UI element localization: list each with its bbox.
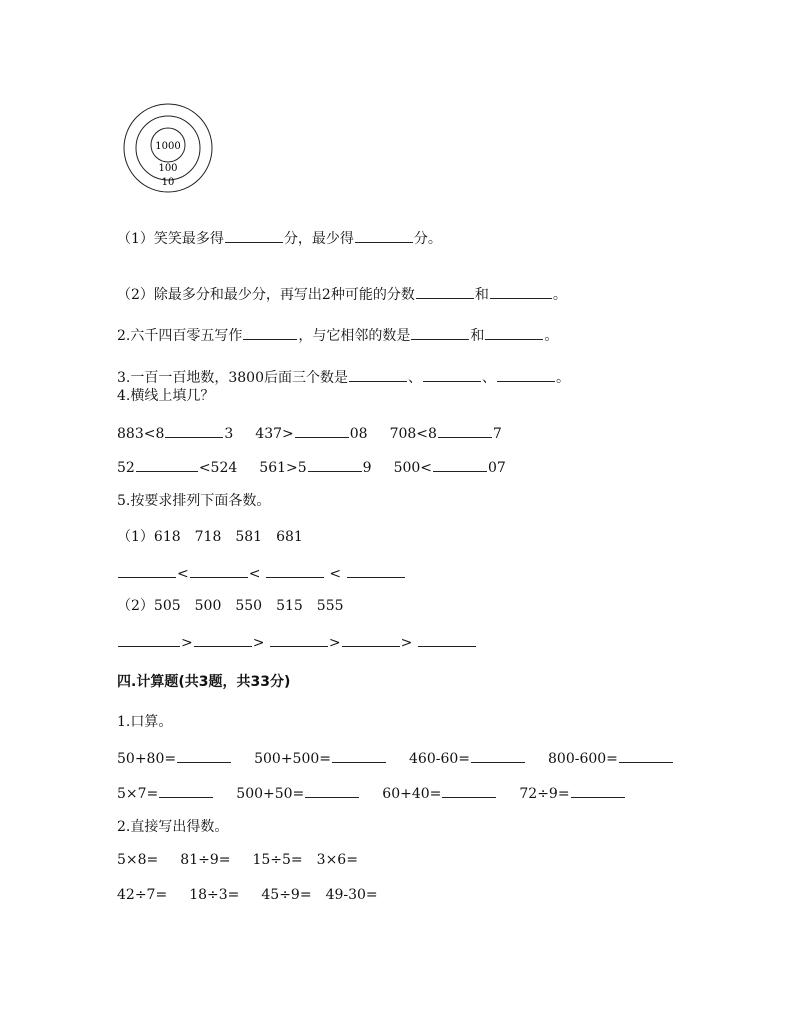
expression: 500+500=: [254, 751, 331, 767]
fill-text: 9: [362, 460, 372, 476]
question-part-2: [117, 284, 567, 305]
question-4-row-1: [117, 423, 502, 444]
comparison-sign: >: [181, 635, 193, 651]
answer-blank[interactable]: [308, 457, 362, 472]
answer-blank[interactable]: [442, 783, 496, 798]
question-5-part-1: （1）618 718 581 681: [117, 529, 303, 545]
expression: 5×7=: [117, 786, 159, 802]
separator: 、: [408, 370, 422, 386]
comparison-sign: <: [329, 566, 342, 582]
section-heading: 四.计算题(共3题，共33分): [117, 674, 291, 690]
fill-text: 708<8: [389, 426, 437, 442]
expression: 500+50=: [236, 786, 305, 802]
question-3: [117, 367, 570, 388]
answer-blank[interactable]: [177, 748, 231, 763]
expression: 800-600=: [548, 751, 618, 767]
question-text: 。: [544, 328, 559, 344]
answer-blank[interactable]: [485, 325, 543, 340]
answer-blank[interactable]: [342, 632, 400, 647]
answer-blank[interactable]: [225, 228, 283, 243]
question-text: 分，最少得: [283, 231, 354, 247]
fill-text: 7: [492, 426, 502, 442]
question-text: 2.六千四百零五写作: [117, 328, 243, 344]
question-text: ，与它相邻的数是: [298, 328, 411, 344]
separator: 。: [556, 370, 570, 386]
fill-text: <524: [198, 460, 238, 476]
answer-blank[interactable]: [416, 284, 474, 299]
expression: 3×6=: [316, 852, 358, 868]
comparison-sign: >: [328, 635, 341, 651]
question-text: 3.一百一百地数，3800后面三个数是: [117, 370, 348, 386]
target-rings-svg: [122, 103, 216, 193]
fill-text: 500<: [393, 460, 433, 476]
comparison-sign: <: [177, 566, 189, 582]
fill-text: 07: [488, 460, 506, 476]
answer-blank[interactable]: [190, 563, 248, 578]
calc-1-row-1: [117, 748, 674, 769]
question-4-title: 4.横线上填几？: [117, 388, 215, 404]
answer-blank[interactable]: [159, 783, 213, 798]
inner-ring-label: 1000: [155, 141, 181, 152]
answer-blank[interactable]: [471, 748, 525, 763]
question-5-title: 5.按要求排列下面各数。: [117, 493, 271, 509]
answer-blank[interactable]: [136, 457, 198, 472]
expression: 60+40=: [382, 786, 442, 802]
question-text: 和: [470, 328, 485, 344]
calc-2-title: 2.直接写出得数。: [117, 819, 229, 835]
answer-blank[interactable]: [619, 748, 673, 763]
answer-blank[interactable]: [270, 632, 328, 647]
answer-blank[interactable]: [433, 457, 487, 472]
comparison-sign: <: [248, 566, 261, 582]
answer-blank[interactable]: [347, 563, 405, 578]
answer-blank[interactable]: [118, 563, 176, 578]
question-5-part-1-answer: [117, 563, 406, 584]
question-2: [117, 325, 558, 346]
answer-blank[interactable]: [438, 423, 492, 438]
answer-blank[interactable]: [332, 748, 386, 763]
question-text: （2）除最多分和最少分，再写出2种可能的分数: [117, 287, 415, 303]
expression: 72÷9=: [519, 786, 570, 802]
expression: 15÷5=: [252, 852, 303, 868]
answer-blank[interactable]: [411, 325, 469, 340]
answer-blank[interactable]: [295, 423, 349, 438]
fill-text: 3: [224, 426, 234, 442]
answer-blank[interactable]: [305, 783, 359, 798]
fill-text: 52: [117, 460, 135, 476]
calc-1-title: 1.口算。: [117, 714, 173, 730]
question-text: 分。: [413, 231, 442, 247]
expression: 49-30=: [325, 887, 378, 903]
expression: 18÷3=: [189, 887, 240, 903]
expression: 50+80=: [117, 751, 177, 767]
answer-blank[interactable]: [571, 783, 625, 798]
answer-blank[interactable]: [497, 367, 555, 382]
answer-blank[interactable]: [118, 632, 180, 647]
separator: 、: [482, 370, 496, 386]
answer-blank[interactable]: [355, 228, 413, 243]
expression: 42÷7=: [117, 887, 168, 903]
answer-blank[interactable]: [423, 367, 481, 382]
question-text: 和: [474, 287, 489, 303]
expression: 5×8=: [117, 852, 159, 868]
expression: 460-60=: [409, 751, 470, 767]
middle-ring-label: 100: [158, 163, 178, 174]
fill-text: 883<8: [117, 426, 165, 442]
target-diagram: [122, 103, 216, 197]
calc-1-row-2: [117, 783, 626, 804]
question-5-part-2: （2）505 500 550 515 555: [117, 598, 344, 614]
answer-blank[interactable]: [349, 367, 407, 382]
question-text: 。: [552, 287, 567, 303]
answer-blank[interactable]: [490, 284, 552, 299]
question-5-part-2-answer: [117, 632, 477, 653]
answer-blank[interactable]: [418, 632, 476, 647]
comparison-sign: >: [252, 635, 265, 651]
calc-2-row-2: [117, 885, 378, 905]
calc-2-row-1: [117, 850, 358, 870]
fill-text: 561>5: [259, 460, 307, 476]
question-4-row-2: [117, 457, 506, 478]
outer-ring-label: 10: [161, 177, 175, 188]
answer-blank[interactable]: [194, 632, 252, 647]
question-text: （1）笑笑最多得: [117, 231, 224, 247]
fill-text: 08: [349, 426, 368, 442]
answer-blank[interactable]: [266, 563, 324, 578]
answer-blank[interactable]: [243, 325, 297, 340]
question-part-1: [117, 228, 442, 249]
comparison-sign: >: [400, 635, 413, 651]
fill-text: 437>: [255, 426, 294, 442]
expression: 81÷9=: [180, 852, 231, 868]
expression: 45÷9=: [261, 887, 312, 903]
answer-blank[interactable]: [165, 423, 223, 438]
